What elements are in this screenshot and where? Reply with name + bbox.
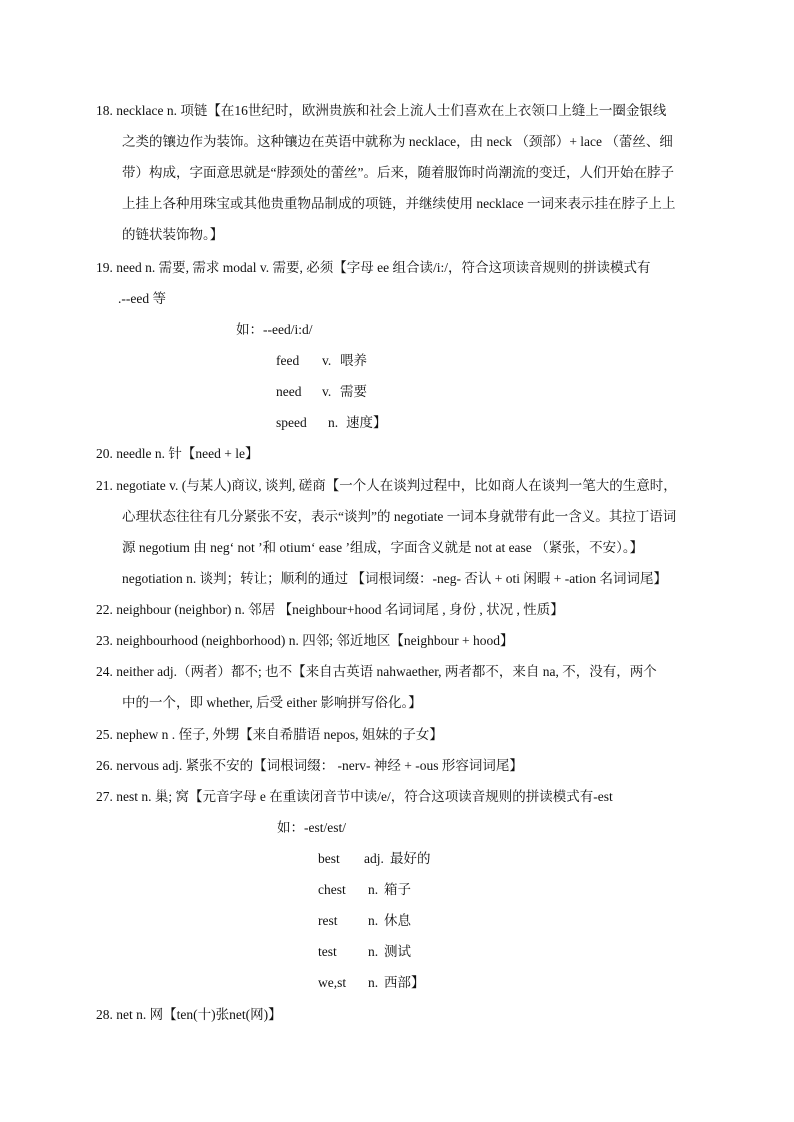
- entry-27-example-header: 如：-est/est/: [277, 820, 346, 835]
- entry-21-line-2: 心理状态往往有几分紧张不安，表示“谈判”的 negotiate 一词本身就带有此一含义。其拉丁语词: [122, 509, 677, 524]
- entry-27-example-1: best adj. 最好的: [318, 851, 431, 866]
- entry-19-example-1: feed v. 喂养: [276, 353, 367, 368]
- entry-21-line-3: 源 negotium 由 neg‘ not ’和 otium‘ ease ’组成，字面含义就是 not at ease （紧张，不安）。】: [122, 540, 644, 555]
- entry-19-example-2: need v. 需要: [276, 384, 367, 399]
- entry-21-line-1: 21. negotiate v. (与某人)商议, 谈判, 磋商【一个人在谈判过程中，比如商人在谈判一笔大的生意时，: [96, 478, 677, 493]
- entry-24-line-2: 中的一个，即 whether, 后受 either 影响拼写俗化。】: [122, 695, 422, 710]
- entry-24-line-1: 24. neither adj.（两者）都不; 也不【来自古英语 nahwaether, 两者都不，来自 na, 不，没有，两个: [96, 664, 657, 679]
- entry-20-line-1: 20. needle n. 针【need + le】: [96, 446, 259, 461]
- entry-18-line-2: 之类的镶边作为装饰。这种镶边在英语中就称为 necklace，由 neck （颈部）+ lace （蕾丝、细: [122, 134, 673, 149]
- entry-25-line-1: 25. nephew n . 侄子, 外甥【来自希腊语 nepos, 姐妹的子女】: [96, 727, 443, 742]
- entry-23-line-1: 23. neighbourhood (neighborhood) n. 四邻; 邻近地区【neighbour + hood】: [96, 633, 514, 648]
- entry-18-line-4: 上挂上各种用珠宝或其他贵重物品制成的项链，并继续使用 necklace 一词来表示挂在脖子上上: [122, 196, 676, 211]
- entry-27-line-1: 27. nest n. 巢; 窝【元音字母 e 在重读闭音节中读/e/，符合这项读音规则的拼读模式有-est: [96, 789, 613, 804]
- entry-19-example-3: speed n. 速度】: [276, 415, 387, 430]
- entry-27-example-3: rest n. 休息: [318, 913, 411, 928]
- entry-28-line-1: 28. net n. 网【ten(十)张net(网)】: [96, 1007, 282, 1022]
- entry-18-line-5: 的链状装饰物。】: [122, 227, 224, 242]
- entry-27-example-4: test n. 测试: [318, 944, 411, 959]
- entry-22-line-1: 22. neighbour (neighbor) n. 邻居 【neighbour+hood 名词词尾 , 身份 , 状况 , 性质】: [96, 602, 564, 617]
- entry-21-line-4: negotiation n. 谈判；转让；顺利的通过 【词根词缀：-neg- 否认 + oti 闲暇 + -ation 名词词尾】: [122, 571, 668, 586]
- entry-27-example-5: we,st n. 西部】: [318, 975, 425, 990]
- entry-18-line-3: 带）构成，字面意思就是“脖颈处的蕾丝”。后来，随着服饰时尚潮流的变迁，人们开始在脖子: [122, 165, 674, 180]
- entry-26-line-1: 26. nervous adj. 紧张不安的【词根词缀： -nerv- 神经 + -ous 形容词词尾】: [96, 758, 523, 773]
- entry-19-line-2: .--eed 等: [118, 291, 166, 306]
- entry-27-example-2: chest n. 箱子: [318, 882, 411, 897]
- entry-19-line-1: 19. need n. 需要, 需求 modal v. 需要, 必须【字母 ee 组合读/i:/，符合这项读音规则的拼读模式有: [96, 260, 651, 275]
- entry-19-example-header: 如：--eed/i:d/: [236, 322, 313, 337]
- entry-18-line-1: 18. necklace n. 项链【在16世纪时，欧洲贵族和社会上流人士们喜欢在上衣领口上缝上一圈金银线: [96, 103, 667, 118]
